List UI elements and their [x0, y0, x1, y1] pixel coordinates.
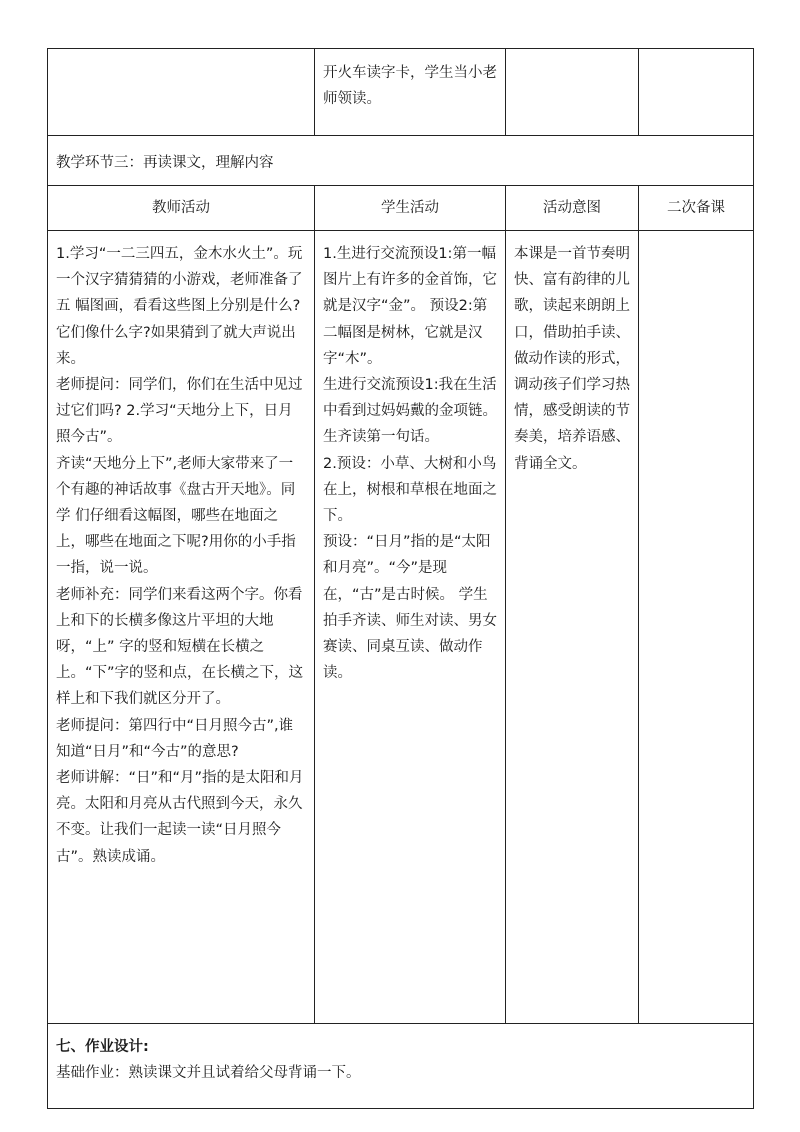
teacher-paragraph: 老师补充：同学们来看这两个字。你看上和下的长横多像这片平坦的大地呀，“上” 字的竖和短横在长横之上。“下”字的竖和点，在长横之下，这样上和下我们就区分开了。 [56, 586, 304, 708]
prep-cell-empty [639, 49, 754, 136]
student-paragraph: 2.预设：小草、大树和小鸟在上，树根和草根在地面之下。 [323, 455, 497, 525]
teacher-paragraph: 老师提问：第四行中“日月照今古”,谁知道“日月”和“今古”的意思? [56, 717, 294, 760]
section-title: 教学环节三：再读课文，理解内容 [48, 136, 754, 186]
teacher-paragraph: 老师提问：同学们，你们在生活中见过过它们吗? 2.学习“天地分上下，日月照今古”。 [56, 377, 303, 446]
student-activity-cell [315, 231, 506, 1024]
intent-text: 本课是一首节奏明快、富有韵律的儿歌，读起来朗朗上口，借助拍手读、做动作读的形式，调动孩子们学习热情，感受朗读的节奏美，培养语感、背诵全文。 [514, 246, 630, 472]
intent-cell [506, 231, 639, 1024]
homework-title: 七、作业设计: [56, 1039, 149, 1055]
intent-cell-empty [506, 49, 639, 136]
header-prep: 二次备课 [639, 186, 754, 231]
homework-text: 基础作业：熟读课文并且试着给父母背诵一下。 [56, 1065, 361, 1082]
lesson-plan-table [47, 48, 754, 1109]
header-teacher: 教师活动 [48, 186, 315, 231]
student-paragraph: 1.生进行交流预设1:第一幅图片上有许多的金首饰，它就是汉字“金”。 预设2:第二幅图是树林，它就是汉字“木”。 [323, 246, 497, 367]
header-student: 学生活动 [315, 186, 506, 231]
header-row [48, 186, 754, 231]
header-intent: 活动意图 [506, 186, 639, 231]
student-paragraph: 预设：“日月”指的是“太阳和月亮”。“今”是现在，“古”是古时候。 学生拍手齐读、师生对读、男女赛读、同桌互读、做动作读。 [323, 534, 497, 682]
continued-row [48, 49, 754, 136]
student-top-text: 开火车读字卡，学生当小老师领读。 [323, 65, 497, 108]
teacher-cell-empty [48, 49, 315, 136]
homework-cell [48, 1024, 754, 1109]
section-row [48, 136, 754, 186]
activity-row [48, 231, 754, 1024]
teacher-paragraph: 老师讲解：“日”和“月”指的是太阳和月亮。太阳和月亮从古代照到今天，永久不变。让我们一起读一读“日月照今古”。熟读成诵。 [56, 770, 304, 865]
teacher-activity-cell [48, 231, 315, 1024]
student-cell-top [315, 49, 506, 136]
prep-cell [639, 231, 754, 1024]
teacher-paragraph: 1.学习“一二三四五，金木水火土”。玩一个汉字猜猜猜的小游戏，老师准备了五 幅图画，看看这些图上分别是什么?它们像什么字?如果猜到了就大声说出来。 [56, 246, 303, 367]
teacher-paragraph: 齐读“天地分上下”,老师大家带来了一个有趣的神话故事《盘古开天地》。同学 们仔细看这幅图，哪些在地面之上，哪些在地面之下呢?用你的小手指一指，说一说。 [56, 455, 296, 577]
homework-row [48, 1024, 754, 1109]
student-paragraph: 生进行交流预设1:我在生活中看到过妈妈戴的金项链。 生齐读第一句话。 [323, 377, 497, 446]
